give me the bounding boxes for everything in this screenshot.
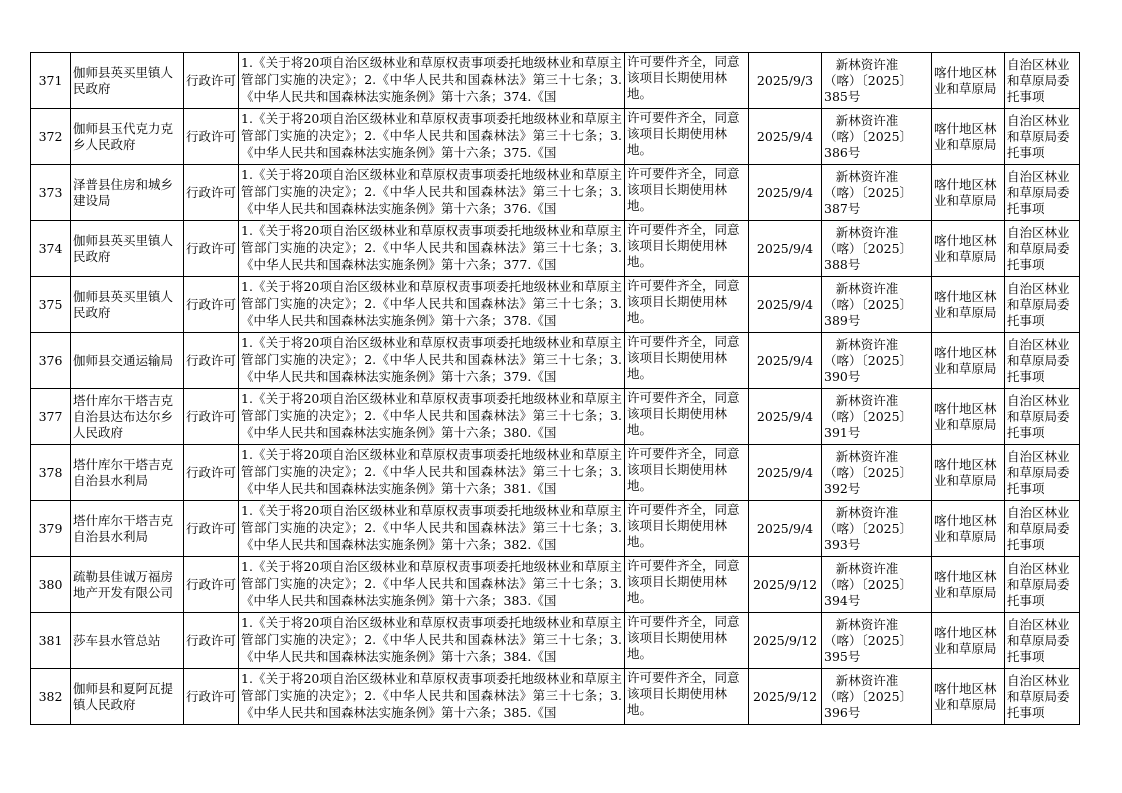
document-number-year: （喀）〔2025〕 [824, 520, 913, 536]
permit-type: 行政许可 [184, 557, 239, 613]
applicant-name: 伽师县英买里镇人民政府 [71, 277, 184, 333]
table-row [31, 277, 1080, 333]
decision-result-cell [625, 557, 749, 613]
applicant-name: 伽师县玉代克力克乡人民政府 [71, 109, 184, 165]
remark: 自治区林业和草原局委托事项 [1005, 277, 1080, 333]
document-number-year: （喀）〔2025〕 [824, 72, 913, 88]
decision-result-cell [625, 277, 749, 333]
permit-type: 行政许可 [184, 277, 239, 333]
applicant-name: 伽师县英买里镇人民政府 [71, 53, 184, 109]
row-number: 376 [31, 333, 71, 389]
legal-basis-cell [239, 165, 625, 221]
row-number: 375 [31, 277, 71, 333]
table-row [31, 165, 1080, 221]
document-number-serial: 389号 [824, 312, 861, 328]
legal-basis-cell [239, 669, 625, 725]
decision-date: 2025/9/4 [749, 109, 822, 165]
applicant-name: 伽师县和夏阿瓦提镇人民政府 [71, 669, 184, 725]
row-number: 380 [31, 557, 71, 613]
decision-result-text: 许可要件齐全，同意该项目长期使用林地。 [627, 670, 740, 717]
issuing-authority: 喀什地区林业和草原局 [932, 53, 1005, 109]
row-number: 377 [31, 389, 71, 445]
document-number-serial: 388号 [824, 256, 861, 272]
legal-basis-text: 1.《关于将20项自治区级林业和草原权责事项委托地级林业和草原主管部门实施的决定》；2.《中华人民共和国森林法》第三十七条；3.《中华人民共和国森林法实施条例》第十六条；378.《国 [241, 278, 622, 328]
permit-type: 行政许可 [184, 389, 239, 445]
remark: 自治区林业和草原局委托事项 [1005, 445, 1080, 501]
document-number-year: （喀）〔2025〕 [824, 688, 913, 704]
issuing-authority: 喀什地区林业和草原局 [932, 333, 1005, 389]
document-number-prefix: 新林资许准 [835, 56, 899, 72]
document-number-cell [822, 165, 932, 221]
remark: 自治区林业和草原局委托事项 [1005, 165, 1080, 221]
permit-type: 行政许可 [184, 109, 239, 165]
remark: 自治区林业和草原局委托事项 [1005, 221, 1080, 277]
permit-type: 行政许可 [184, 613, 239, 669]
permit-type: 行政许可 [184, 669, 239, 725]
document-number-prefix: 新林资许准 [835, 560, 899, 576]
document-number-cell [822, 445, 932, 501]
document-number-cell [822, 333, 932, 389]
legal-basis-text: 1.《关于将20项自治区级林业和草原权责事项委托地级林业和草原主管部门实施的决定》；2.《中华人民共和国森林法》第三十七条；3.《中华人民共和国森林法实施条例》第十六条；384.《国 [241, 614, 622, 664]
document-number-year: （喀）〔2025〕 [824, 408, 913, 424]
document-number-prefix: 新林资许准 [835, 392, 899, 408]
table-row [31, 557, 1080, 613]
legal-basis-text: 1.《关于将20项自治区级林业和草原权责事项委托地级林业和草原主管部门实施的决定》；2.《中华人民共和国森林法》第三十七条；3.《中华人民共和国森林法实施条例》第十六条；382.《国 [241, 502, 622, 552]
document-number-year: （喀）〔2025〕 [824, 184, 913, 200]
document-number-serial: 390号 [824, 368, 861, 384]
issuing-authority: 喀什地区林业和草原局 [932, 277, 1005, 333]
legal-basis-text: 1.《关于将20项自治区级林业和草原权责事项委托地级林业和草原主管部门实施的决定》；2.《中华人民共和国森林法》第三十七条；3.《中华人民共和国森林法实施条例》第十六条；381.《国 [241, 446, 622, 496]
document-number-cell [822, 221, 932, 277]
document-number-prefix: 新林资许准 [835, 616, 899, 632]
applicant-name: 塔什库尔干塔吉克自治县达布达尔乡人民政府 [71, 389, 184, 445]
decision-date: 2025/9/12 [749, 669, 822, 725]
remark: 自治区林业和草原局委托事项 [1005, 557, 1080, 613]
document-number-serial: 386号 [824, 144, 861, 160]
document-number-serial: 395号 [824, 648, 861, 664]
legal-basis-text: 1.《关于将20项自治区级林业和草原权责事项委托地级林业和草原主管部门实施的决定》；2.《中华人民共和国森林法》第三十七条；3.《中华人民共和国森林法实施条例》第十六条；383.《国 [241, 558, 622, 608]
document-number-serial: 392号 [824, 480, 861, 496]
legal-basis-cell [239, 389, 625, 445]
issuing-authority: 喀什地区林业和草原局 [932, 221, 1005, 277]
legal-basis-cell [239, 613, 625, 669]
legal-basis-cell [239, 557, 625, 613]
document-number-serial: 393号 [824, 536, 861, 552]
decision-date: 2025/9/4 [749, 389, 822, 445]
applicant-name: 泽普县住房和城乡建设局 [71, 165, 184, 221]
decision-result-text: 许可要件齐全，同意该项目长期使用林地。 [627, 278, 740, 325]
applicant-name: 伽师县英买里镇人民政府 [71, 221, 184, 277]
row-number: 373 [31, 165, 71, 221]
table-row [31, 389, 1080, 445]
document-number-serial: 387号 [824, 200, 861, 216]
legal-basis-cell [239, 53, 625, 109]
decision-result-cell [625, 501, 749, 557]
legal-basis-cell [239, 445, 625, 501]
legal-basis-cell [239, 501, 625, 557]
decision-result-cell [625, 333, 749, 389]
table-body [31, 53, 1080, 725]
decision-result-text: 许可要件齐全，同意该项目长期使用林地。 [627, 390, 740, 437]
row-number: 379 [31, 501, 71, 557]
document-number-year: （喀）〔2025〕 [824, 632, 913, 648]
row-number: 382 [31, 669, 71, 725]
decision-result-text: 许可要件齐全，同意该项目长期使用林地。 [627, 502, 740, 549]
decision-date: 2025/9/4 [749, 333, 822, 389]
legal-basis-text: 1.《关于将20项自治区级林业和草原权责事项委托地级林业和草原主管部门实施的决定》；2.《中华人民共和国森林法》第三十七条；3.《中华人民共和国森林法实施条例》第十六条；380.《国 [241, 390, 622, 440]
table-row [31, 445, 1080, 501]
decision-date: 2025/9/3 [749, 53, 822, 109]
applicant-name: 疏勒县佳诚万福房地产开发有限公司 [71, 557, 184, 613]
issuing-authority: 喀什地区林业和草原局 [932, 501, 1005, 557]
legal-basis-text: 1.《关于将20项自治区级林业和草原权责事项委托地级林业和草原主管部门实施的决定》；2.《中华人民共和国森林法》第三十七条；3.《中华人民共和国森林法实施条例》第十六条；377.《国 [241, 222, 622, 272]
table-row [31, 333, 1080, 389]
table-row [31, 669, 1080, 725]
applicant-name: 伽师县交通运输局 [71, 333, 184, 389]
issuing-authority: 喀什地区林业和草原局 [932, 669, 1005, 725]
row-number: 381 [31, 613, 71, 669]
decision-result-text: 许可要件齐全，同意该项目长期使用林地。 [627, 558, 740, 605]
document-number-serial: 391号 [824, 424, 861, 440]
decision-date: 2025/9/4 [749, 501, 822, 557]
permit-type: 行政许可 [184, 165, 239, 221]
document-number-prefix: 新林资许准 [835, 224, 899, 240]
document-number-year: （喀）〔2025〕 [824, 240, 913, 256]
decision-result-cell [625, 165, 749, 221]
document-number-prefix: 新林资许准 [835, 280, 899, 296]
table-row [31, 613, 1080, 669]
document-number-year: （喀）〔2025〕 [824, 128, 913, 144]
table-row [31, 221, 1080, 277]
document-number-cell [822, 613, 932, 669]
permit-type: 行政许可 [184, 445, 239, 501]
decision-result-cell [625, 53, 749, 109]
permit-type: 行政许可 [184, 333, 239, 389]
decision-result-cell [625, 669, 749, 725]
document-number-cell [822, 277, 932, 333]
document-number-year: （喀）〔2025〕 [824, 576, 913, 592]
remark: 自治区林业和草原局委托事项 [1005, 53, 1080, 109]
remark: 自治区林业和草原局委托事项 [1005, 109, 1080, 165]
decision-date: 2025/9/12 [749, 613, 822, 669]
table-row [31, 53, 1080, 109]
document-number-prefix: 新林资许准 [835, 504, 899, 520]
row-number: 374 [31, 221, 71, 277]
table-row [31, 501, 1080, 557]
legal-basis-text: 1.《关于将20项自治区级林业和草原权责事项委托地级林业和草原主管部门实施的决定》；2.《中华人民共和国森林法》第三十七条；3.《中华人民共和国森林法实施条例》第十六条；374.《国 [241, 54, 622, 104]
document-number-cell [822, 109, 932, 165]
decision-result-text: 许可要件齐全，同意该项目长期使用林地。 [627, 446, 740, 493]
decision-result-cell [625, 221, 749, 277]
document-number-cell [822, 389, 932, 445]
issuing-authority: 喀什地区林业和草原局 [932, 445, 1005, 501]
document-number-cell [822, 669, 932, 725]
decision-result-text: 许可要件齐全，同意该项目长期使用林地。 [627, 110, 740, 157]
decision-date: 2025/9/4 [749, 165, 822, 221]
decision-result-cell [625, 613, 749, 669]
document-number-serial: 394号 [824, 592, 861, 608]
decision-result-text: 许可要件齐全，同意该项目长期使用林地。 [627, 614, 740, 661]
document-number-prefix: 新林资许准 [835, 112, 899, 128]
issuing-authority: 喀什地区林业和草原局 [932, 109, 1005, 165]
issuing-authority: 喀什地区林业和草原局 [932, 165, 1005, 221]
decision-date: 2025/9/4 [749, 277, 822, 333]
document-number-prefix: 新林资许准 [835, 336, 899, 352]
decision-result-cell [625, 389, 749, 445]
decision-result-text: 许可要件齐全，同意该项目长期使用林地。 [627, 166, 740, 213]
decision-date: 2025/9/4 [749, 445, 822, 501]
row-number: 372 [31, 109, 71, 165]
decision-result-text: 许可要件齐全，同意该项目长期使用林地。 [627, 334, 740, 381]
legal-basis-cell [239, 221, 625, 277]
document-number-cell [822, 501, 932, 557]
decision-date: 2025/9/4 [749, 221, 822, 277]
document-number-year: （喀）〔2025〕 [824, 464, 913, 480]
issuing-authority: 喀什地区林业和草原局 [932, 613, 1005, 669]
document-number-serial: 396号 [824, 704, 861, 720]
document-number-cell [822, 53, 932, 109]
table-row [31, 109, 1080, 165]
issuing-authority: 喀什地区林业和草原局 [932, 389, 1005, 445]
remark: 自治区林业和草原局委托事项 [1005, 333, 1080, 389]
permit-table [30, 52, 1080, 725]
document-number-cell [822, 557, 932, 613]
remark: 自治区林业和草原局委托事项 [1005, 669, 1080, 725]
decision-result-cell [625, 445, 749, 501]
decision-result-cell [625, 109, 749, 165]
document-number-prefix: 新林资许准 [835, 448, 899, 464]
remark: 自治区林业和草原局委托事项 [1005, 389, 1080, 445]
row-number: 378 [31, 445, 71, 501]
document-number-prefix: 新林资许准 [835, 168, 899, 184]
issuing-authority: 喀什地区林业和草原局 [932, 557, 1005, 613]
document-number-year: （喀）〔2025〕 [824, 352, 913, 368]
document-number-prefix: 新林资许准 [835, 672, 899, 688]
decision-result-text: 许可要件齐全，同意该项目长期使用林地。 [627, 54, 740, 101]
decision-result-text: 许可要件齐全，同意该项目长期使用林地。 [627, 222, 740, 269]
applicant-name: 塔什库尔干塔吉克自治县水利局 [71, 445, 184, 501]
document-number-serial: 385号 [824, 88, 861, 104]
legal-basis-cell [239, 109, 625, 165]
document-number-year: （喀）〔2025〕 [824, 296, 913, 312]
remark: 自治区林业和草原局委托事项 [1005, 501, 1080, 557]
permit-type: 行政许可 [184, 53, 239, 109]
remark: 自治区林业和草原局委托事项 [1005, 613, 1080, 669]
applicant-name: 塔什库尔干塔吉克自治县水利局 [71, 501, 184, 557]
permit-type: 行政许可 [184, 501, 239, 557]
permit-type: 行政许可 [184, 221, 239, 277]
legal-basis-text: 1.《关于将20项自治区级林业和草原权责事项委托地级林业和草原主管部门实施的决定》；2.《中华人民共和国森林法》第三十七条；3.《中华人民共和国森林法实施条例》第十六条；375.《国 [241, 110, 622, 160]
legal-basis-text: 1.《关于将20项自治区级林业和草原权责事项委托地级林业和草原主管部门实施的决定》；2.《中华人民共和国森林法》第三十七条；3.《中华人民共和国森林法实施条例》第十六条；385.《国 [241, 670, 622, 720]
applicant-name: 莎车县水管总站 [71, 613, 184, 669]
row-number: 371 [31, 53, 71, 109]
legal-basis-text: 1.《关于将20项自治区级林业和草原权责事项委托地级林业和草原主管部门实施的决定》；2.《中华人民共和国森林法》第三十七条；3.《中华人民共和国森林法实施条例》第十六条；379.《国 [241, 334, 622, 384]
decision-date: 2025/9/12 [749, 557, 822, 613]
legal-basis-cell [239, 333, 625, 389]
legal-basis-text: 1.《关于将20项自治区级林业和草原权责事项委托地级林业和草原主管部门实施的决定》；2.《中华人民共和国森林法》第三十七条；3.《中华人民共和国森林法实施条例》第十六条；376.《国 [241, 166, 622, 216]
legal-basis-cell [239, 277, 625, 333]
